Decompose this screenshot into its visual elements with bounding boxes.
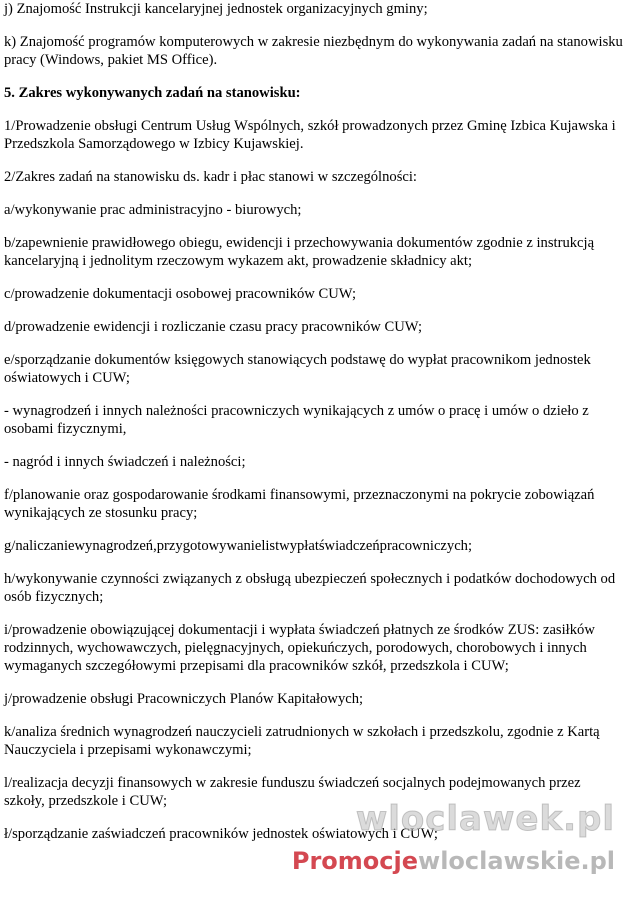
paragraph-j-instrukcja: j) Znajomość Instrukcji kancelaryjnej jednostek organizacyjnych gminy; [4,1,428,17]
paragraph-2-zakres-zadan: 2/Zakres zadań na stanowisku ds. kadr i płac stanowi w szczególności: [4,169,417,185]
list-item-d: d/prowadzenie ewidencji i rozliczanie czasu pracy pracowników CUW; [4,319,423,335]
watermark-site-text: wloclawskie.pl [418,847,615,875]
list-item-l: l/realizacja decyzji finansowych w zakresie funduszu świadczeń socjalnych podejmowanych przez szkoły, przedszkole i CUW; [4,775,581,809]
watermark-wloclawek: wloclawek.pl [355,799,615,839]
list-item-l-stroke: ł/sporządzanie zaświadczeń pracowników jednostek oświatowych i CUW; [4,826,438,842]
list-item-e: e/sporządzanie dokumentów księgowych stanowiących podstawę do wypłat pracownikom jednostek oświatowych i CUW; [4,352,591,386]
list-item-b: b/zapewnienie prawidłowego obiegu, ewidencji i przechowywania dokumentów zgodnie z instrukcją kancelaryjną i jednolitym rzeczowym wykazem akt, prowadzenie składnicy akt; [4,235,595,269]
list-item-i: i/prowadzenie obowiązującej dokumentacji i wypłata świadczeń płatnych ze środków ZUS: zasiłków rodzinnych, wychowawczych, pielęgnacyjnych, opiekuńczych, porodowych, chorobowych i innych wymaganych szczegółowymi przepisami dla pracowników szkół, przedszkola i CUW; [4,622,595,674]
section-heading-zakres: 5. Zakres wykonywanych zadań na stanowisku: [4,85,301,101]
paragraph-k-programy: k) Znajomość programów komputerowych w zakresie niezbędnym do wykonywania zadań na stanowisku pracy (Windows, pakiet MS Office). [4,34,623,68]
list-item-h: h/wykonywanie czynności związanych z obsługą ubezpieczeń społecznych i podatków dochodowych od osób fizycznych; [4,571,616,605]
watermark-promo-text: Promocje [291,847,419,875]
list-item-c: c/prowadzenie dokumentacji osobowej pracowników CUW; [4,286,357,302]
list-item-f: f/planowanie oraz gospodarowanie środkami finansowymi, przeznaczonymi na pokrycie zobowiązań wynikających ze stosunku pracy; [4,487,595,521]
document-body [4,0,624,858]
list-item-a: a/wykonywanie prac administracyjno - biurowych; [4,202,302,218]
list-subitem-wynagrodzenia: - wynagrodzeń i innych należności pracowniczych wynikających z umów o pracę i umów o dzieło z osobami fizycznymi, [4,403,589,437]
list-item-k: k/analiza średnich wynagrodzeń nauczycieli zatrudnionych w szkołach i przedszkolu, zgodnie z Kartą Nauczyciela i przepisami wykonawczymi; [4,724,600,758]
paragraph-1-obsluga: 1/Prowadzenie obsługi Centrum Usług Wspólnych, szkół prowadzonych przez Gminę Izbica Kujawska i Przedszkola Samorządowego w Izbicy Kujawskiej. [4,118,616,152]
list-item-g: g/naliczaniewynagrodzeń,przygotowywanielistwypłatświadczeńpracowniczych; [4,538,473,554]
list-subitem-nagrody: - nagród i innych świadczeń i należności; [4,454,246,470]
list-item-j: j/prowadzenie obsługi Pracowniczych Planów Kapitałowych; [4,691,364,707]
